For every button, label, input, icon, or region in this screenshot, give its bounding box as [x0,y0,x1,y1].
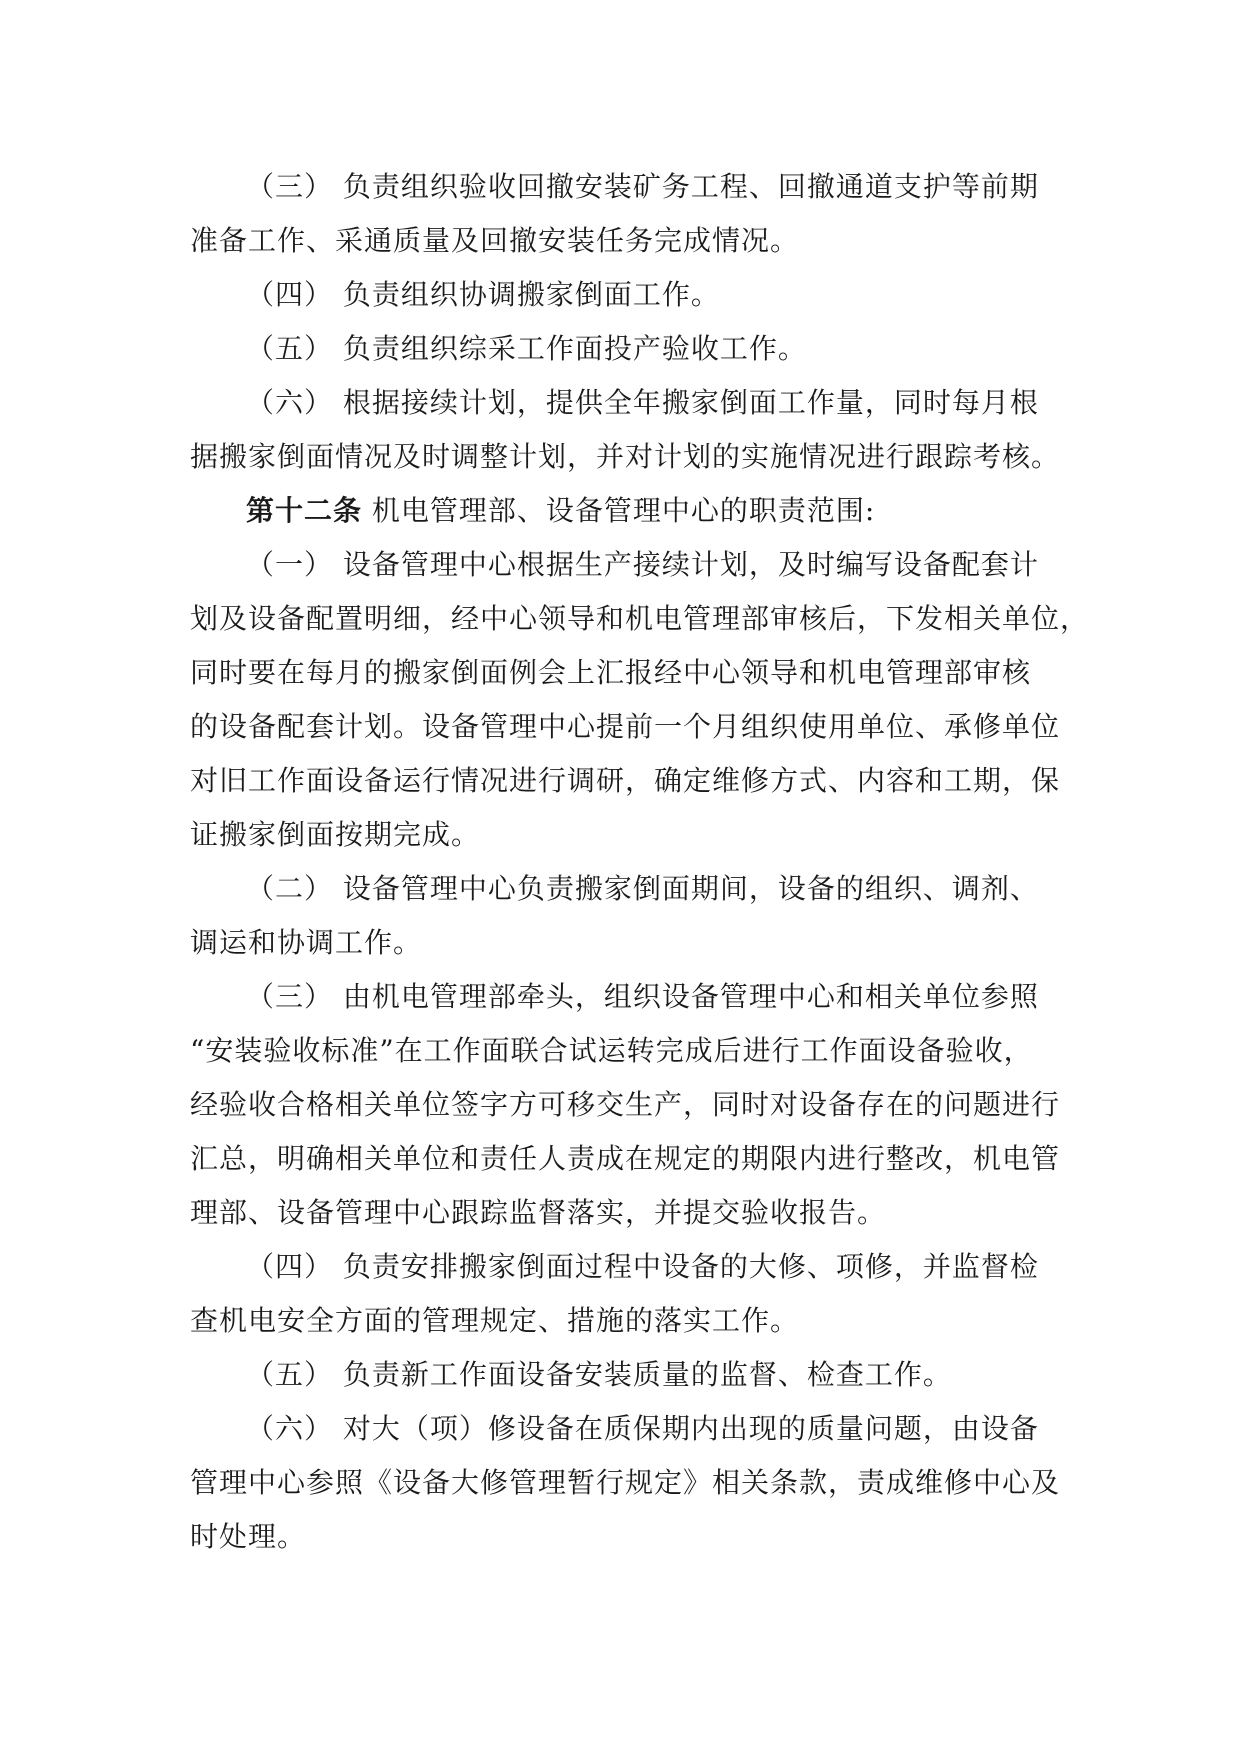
article12-clause-2-line-1: （二） 设备管理中心负责搬家倒面期间，设备的组织、调剂、 [246,872,1039,905]
article12-clause-5-line: （五） 负责新工作面设备安装质量的监督、检查工作。 [246,1358,952,1391]
article12-clause-1-line-4: 的设备配套计划。设备管理中心提前一个月组织使用单位、承修单位 [190,710,1061,743]
clause-3-line-2: 准备工作、采通质量及回撤安装任务完成情况。 [190,224,800,257]
article12-clause-1-line-2: 划及设备配置明细，经中心领导和机电管理部审核后，下发相关单位， [190,602,1090,635]
article12-clause-3-line-3: 经验收合格相关单位签字方可移交生产，同时对设备存在的问题进行 [190,1088,1061,1121]
clause-4-line: （四） 负责组织协调搬家倒面工作。 [246,278,720,311]
clause-6-line-2: 据搬家倒面情况及时调整计划，并对计划的实施情况进行跟踪考核。 [190,440,1061,473]
article12-clause-2-line-2: 调运和协调工作。 [190,926,423,959]
article-heading: 第十二条 [246,494,363,527]
article12-clause-3-line-4: 汇总，明确相关单位和责任人责成在规定的期限内进行整改，机电管 [190,1142,1061,1175]
article12-clause-1-line-5: 对旧工作面设备运行情况进行调研，确定维修方式、内容和工期，保 [190,764,1061,797]
document-body [190,160,1090,1564]
clause-3-line-1: （三） 负责组织验收回撤安装矿务工程、回撤通道支护等前期 [246,170,1039,203]
article12-clause-4-line-2: 查机电安全方面的管理规定、措施的落实工作。 [190,1304,800,1337]
clause-5-line: （五） 负责组织综采工作面投产验收工作。 [246,332,807,365]
article12-clause-1-line-1: （一） 设备管理中心根据生产接续计划，及时编写设备配套计 [246,548,1039,581]
article12-clause-3-line-1: （三） 由机电管理部牵头，组织设备管理中心和相关单位参照 [246,980,1039,1013]
article-12-line [190,484,1050,538]
article12-clause-6-line-2: 管理中心参照《设备大修管理暂行规定》相关条款，责成维修中心及 [190,1466,1061,1499]
article12-clause-4-line-1: （四） 负责安排搬家倒面过程中设备的大修、项修，并监督检 [246,1250,1039,1283]
article-12-title: 机电管理部、设备管理中心的职责范围: [371,494,876,527]
article12-clause-6-line-3: 时处理。 [190,1520,307,1553]
article12-clause-3-line-2: “安装验收标准”在工作面联合试运转完成后进行工作面设备验收， [190,1034,1033,1067]
article12-clause-1-line-3: 同时要在每月的搬家倒面例会上汇报经中心领导和机电管理部审核 [190,656,1032,689]
article12-clause-1-line-6: 证搬家倒面按期完成。 [190,818,481,851]
article12-clause-6-line-1: （六） 对大（项）修设备在质保期内出现的质量问题，由设备 [246,1412,1039,1445]
clause-6-line-1: （六） 根据接续计划，提供全年搬家倒面工作量，同时每月根 [246,386,1039,419]
article12-clause-3-line-5: 理部、设备管理中心跟踪监督落实，并提交验收报告。 [190,1196,887,1229]
